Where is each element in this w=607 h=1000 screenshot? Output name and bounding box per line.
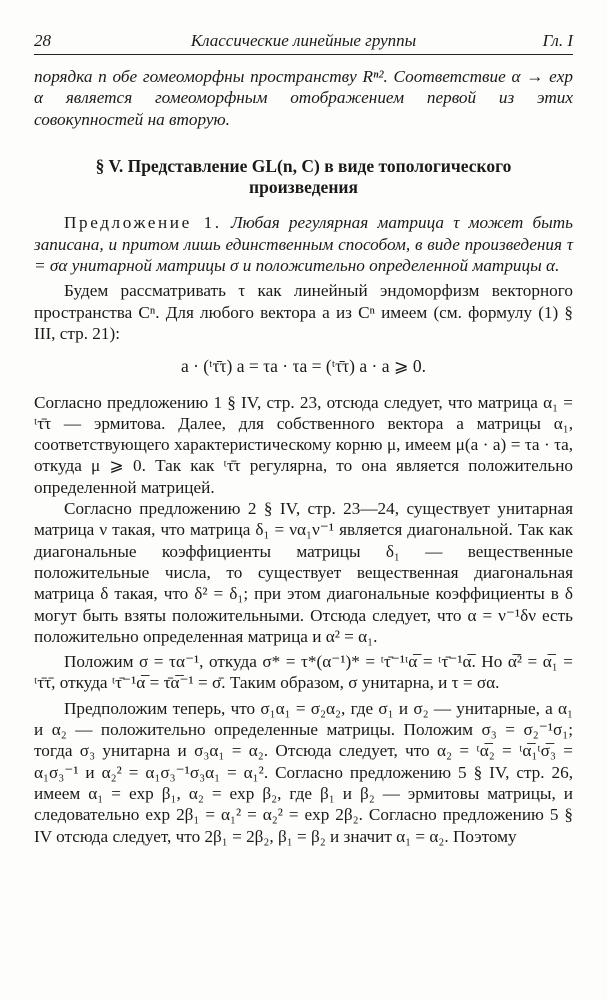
running-header [34, 28, 573, 55]
paragraph: Предположим теперь, что σ₁α₁ = σ₂α₂, где σ₁ и σ₂ — унитарные, а α₁ и α₂ — положительно определенные матрицы. Положим σ₃ = σ₂⁻¹σ₁; тогда σ₃ унитарна и σ₃α₁ = α₂. Отсюда следует, что α₂ = ᵗα̅₂ = ᵗα̅₁ᵗσ̅₃ = α₁σ₃⁻¹ и α₂² = α₁σ₃⁻¹σ₃α₁ = α₁². Согласно предложению 5 § IV, стр. 26, имеем α₁ = exp β₁, α₂ = exp β₂, где β₁ и β₂ — эрмитовы матрицы, и следовательно exp 2β₁ = α₁² = α₂² = exp 2β₂. Согласно предложению 5 § IV отсюда следует, что 2β₁ = 2β₂, β₁ = β₂ и значит α₁ = α₂. Поэтому [34, 698, 573, 846]
paragraph: Согласно предложению 2 § IV, стр. 23—24, существует унитарная матрица ν такая, что матрица δ₁ = να₁ν⁻¹ является диагональной. Так как диагональные коэффициенты матрицы δ₁ — вещественные положительные числа, то существует вещественная диагональная матрица δ такая, что δ² = δ₁; при этом диагональные коэффициенты в δ могут быть взяты положительными. Отсюда следует, что α = ν⁻¹δν есть положительно определенная матрица и α² = α₁. [34, 499, 573, 646]
paragraph: Положим σ = τα⁻¹, откуда σ* = τ*(α⁻¹)* = ᵗτ̄⁻¹ᵗα̅ = ᵗτ̄⁻¹α̅. Но α̅² = α̅₁ = ᵗτ̄τ̄, откуда ᵗτ̄⁻¹α̅ = τ̄α̅⁻¹ = σ̄. Таким образом, σ унитарна, и τ = σα. [34, 652, 573, 693]
proposition-text: Любая регулярная матрица τ может быть записана, и притом лишь единственным способом, в виде произведения τ = σα унитарной матрицы σ и положительно определенной матрицы α. [34, 213, 573, 276]
page-body [34, 66, 573, 847]
paragraph: Будем рассматривать τ как линейный эндоморфизм векторного пространства Cⁿ. Для любого вектора a из Cⁿ имеем (см. формулу (1) § III, стр. 21): [34, 281, 573, 343]
paragraph: Согласно предложению 1 § IV, стр. 23, отсюда следует, что матрица α₁ = ᵗτ̄τ — эрмитова. Далее, для собственного вектора a матрицы α₁, соответствующего характеристическому корню μ, имеем μ(a · a) = τa · τa, откуда μ ⩾ 0. Так как ᵗτ̄τ регулярна, то она является положительно определенной матрицей. [34, 392, 573, 497]
paragraph-continuation: порядка n обе гомеоморфны пространству Rⁿ². Соответствие α → exp α является гомеоморфным отображением первой из этих совокупностей на вторую. [34, 67, 573, 129]
proposition-label: Предложение 1. [64, 213, 222, 233]
proposition [34, 212, 573, 276]
section-title: § V. Представление GL(n, C) в виде топологического произведения [95, 155, 512, 198]
chapter-label: Гл. I [542, 31, 573, 50]
running-title: Классические линейные группы [190, 31, 417, 50]
page-number: 28 [34, 31, 51, 50]
display-formula: a · (ᵗτ̄τ) a = τa · τa = (ᵗτ̄τ) a · a ⩾ 0. [180, 356, 427, 377]
